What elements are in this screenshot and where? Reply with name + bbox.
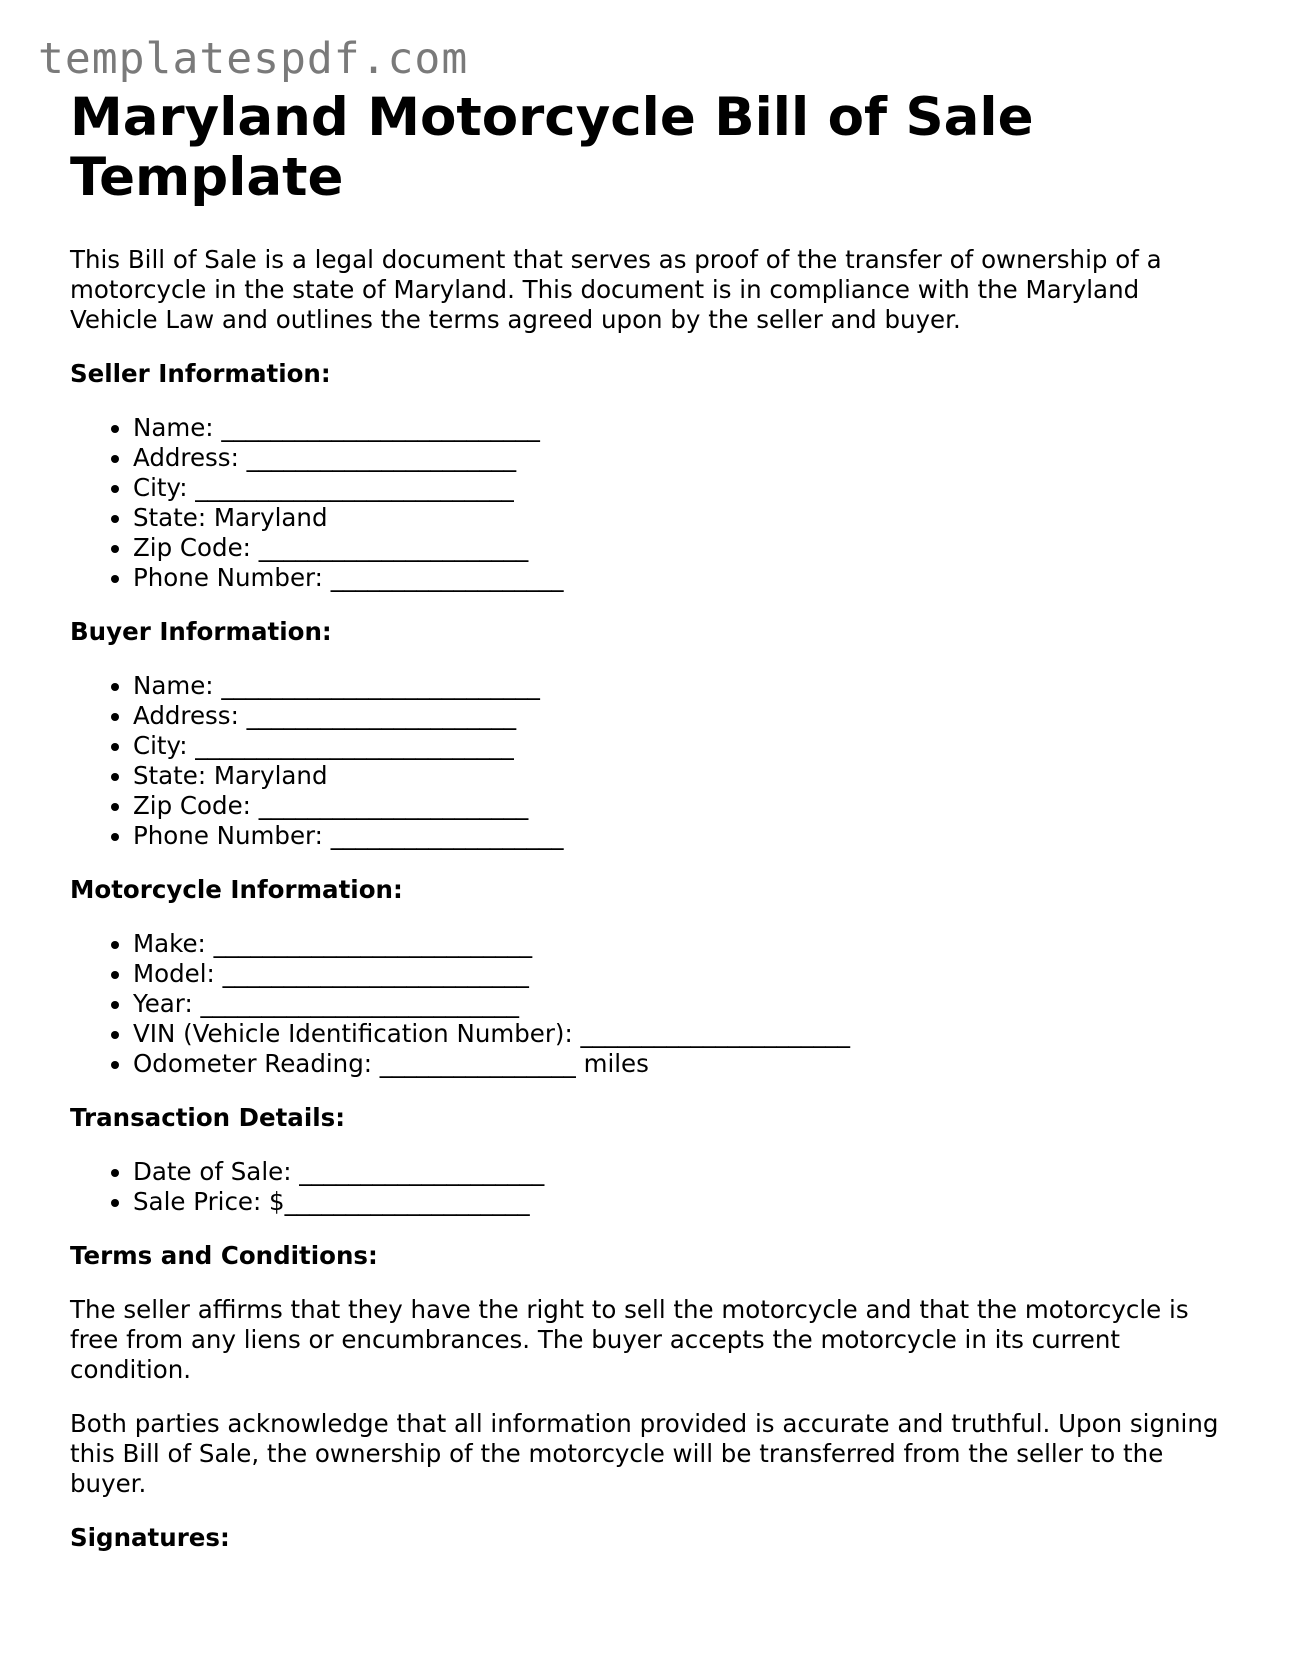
- buyer-address-field: • Address: ______________________: [133, 701, 1230, 731]
- buyer-heading: Buyer Information:: [70, 617, 332, 646]
- seller-name-field: • Name: __________________________: [133, 413, 1230, 443]
- seller-heading: Seller Information:: [70, 359, 331, 388]
- buyer-phone-field: • Phone Number: ___________________: [133, 821, 1230, 851]
- motorcycle-make-field: • Make: __________________________: [133, 929, 1230, 959]
- acknowledgement-paragraph: Both parties acknowledge that all information provided is accurate and truthful. Upon signing this Bill of Sale, the ownership of the motorcycle will be transferred from the seller to the buyer.: [70, 1409, 1219, 1498]
- terms-heading: Terms and Conditions:: [70, 1241, 378, 1270]
- seller-address-field: • Address: ______________________: [133, 443, 1230, 473]
- seller-phone-field: • Phone Number: ___________________: [133, 563, 1230, 593]
- buyer-zip-field: • Zip Code: ______________________: [133, 791, 1230, 821]
- transaction-heading: Transaction Details:: [70, 1103, 346, 1132]
- seller-zip-field: • Zip Code: ______________________: [133, 533, 1230, 563]
- watermark: templatespdf.com: [38, 34, 469, 84]
- terms-paragraph: The seller affirms that they have the right to sell the motorcycle and that the motorcycle is free from any liens or encumbrances. The buyer accepts the motorcycle in its current condition.: [70, 1295, 1189, 1384]
- buyer-city-field: • City: __________________________: [133, 731, 1230, 761]
- buyer-fields: [70, 671, 1230, 851]
- page-title: Maryland Motorcycle Bill of Sale Template: [70, 87, 1034, 208]
- intro-paragraph: This Bill of Sale is a legal document that serves as proof of the transfer of ownership of a motorcycle in the state of Maryland. This document is in compliance with the Maryland Vehicle Law and outlines the terms agreed upon by the seller and buyer.: [70, 245, 1162, 334]
- transaction-fields: [70, 1157, 1230, 1217]
- motorcycle-vin-field: • VIN (Vehicle Identification Number): ______________________: [133, 1019, 1230, 1049]
- motorcycle-model-field: • Model: _________________________: [133, 959, 1230, 989]
- buyer-state-field: • State: Maryland: [133, 761, 1230, 791]
- sale-price-field: • Sale Price: $____________________: [133, 1187, 1230, 1217]
- motorcycle-year-field: • Year: __________________________: [133, 989, 1230, 1019]
- seller-city-field: • City: __________________________: [133, 473, 1230, 503]
- seller-state-field: • State: Maryland: [133, 503, 1230, 533]
- seller-fields: [70, 413, 1230, 593]
- buyer-name-field: • Name: __________________________: [133, 671, 1230, 701]
- document-body: [70, 88, 1230, 1553]
- motorcycle-fields: [70, 929, 1230, 1079]
- signatures-heading: Signatures:: [70, 1523, 230, 1552]
- sale-date-field: • Date of Sale: ____________________: [133, 1157, 1230, 1187]
- motorcycle-odometer-field: • Odometer Reading: ________________ miles: [133, 1049, 1230, 1079]
- motorcycle-heading: Motorcycle Information:: [70, 875, 403, 904]
